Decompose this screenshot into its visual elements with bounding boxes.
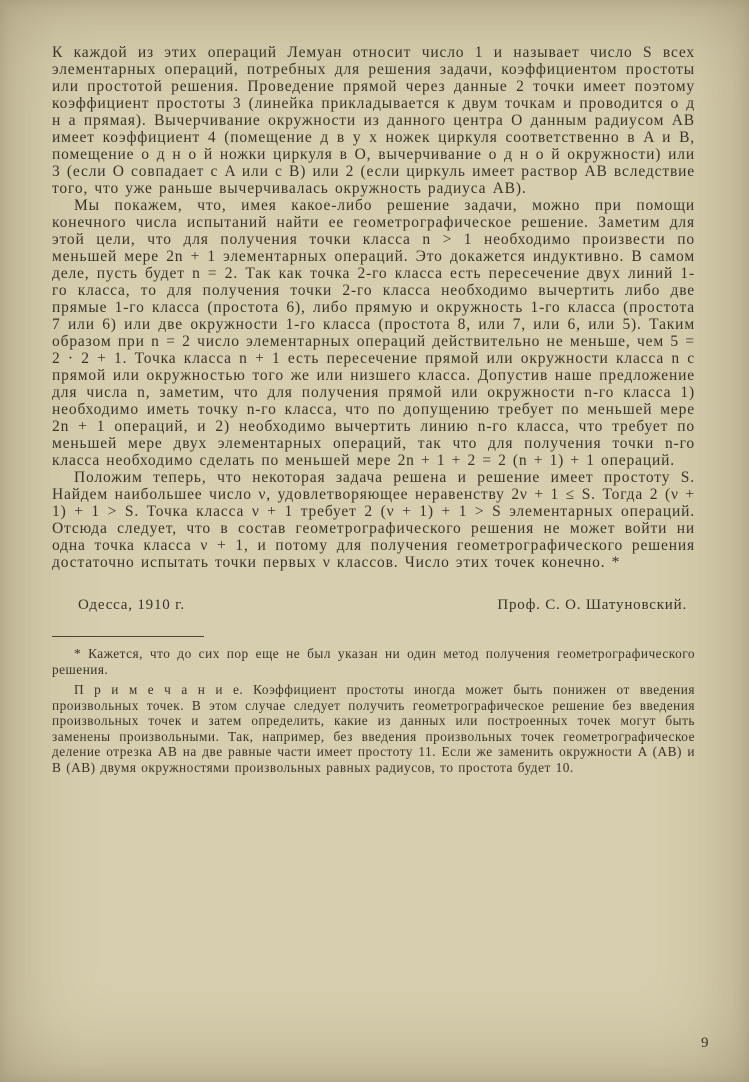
signature-row — [52, 597, 695, 614]
footnote-remark: П р и м е ч а н и е. Коэффициент простоты иногда может быть понижен от введения произвольных точек. В этом случае следует получить геометрографическое решение без введения произвольных точек и затем определить, какие из данных или построенных точек могут быть заменены произвольными. Так, например, без введения произвольных точек геометрографическое деление отрезка AB на две равные части имеет простоту 11. Если же заменить окружности A (AB) и B (AB) двумя окружностями произвольных равных радиусов, то простота будет 10. — [52, 682, 695, 775]
footnote-asterisk: * Кажется, что до сих пор еще не был указан ни один метод получения геометрографического решения. — [52, 646, 695, 677]
page-body — [52, 44, 695, 780]
page-number: 9 — [701, 1035, 709, 1051]
paragraph-conclusion: Положим теперь, что некоторая задача решена и решение имеет простоту S. Найдем наибольшее число ν, удовлетворяющее неравенству 2ν + 1 ≤ S. Тогда 2 (ν + 1) + 1 > S. Точка класса ν + 1 требует 2 (ν + 1) + 1 > S элементарных операций. Отсюда следует, что в состав геометрографического решения не может войти ни одна точка класса ν + 1, и потому для получения геометрографического решения достаточно испытать точки первых ν классов. Число этих точек конечно. * — [52, 469, 695, 571]
place-date: Одесса, 1910 г. — [78, 597, 185, 613]
author-signature: Проф. С. О. Шатуновский. — [497, 597, 687, 613]
paragraph-induction-proof: Мы покажем, что, имея какое-либо решение задачи, можно при помощи конечного числа испытаний найти ее геометрографическое решение. Заметим для этой цели, что для получения точки класса n > 1 необходимо произвести по меньшей мере 2n + 1 элементарных операций. Это докажется индуктивно. В самом деле, пусть будет n = 2. Так как точка 2-го класса есть пересечение двух линий 1-го класса, то для получения точки 2-го класса необходимо вычертить либо две прямые 1-го класса (простота 6), либо прямую и окружность 1-го класса (простота 7 или 6) или две окружности 1-го класса (простота 8, или 7, или 6, или 5). Таким образом при n = 2 число элементарных операций действительно не меньше, чем 5 = 2 · 2 + 1. Точка класса n + 1 есть пересечение прямой или окружности класса n с прямой или окружностью того же или низшего класса. Допустив наше предложение для числа n, заметим, что для получения прямой или окружности n-го класса 1) необходимо иметь точку n-го класса, что по допущению требует по меньшей мере 2n + 1 операций, и 2) необходимо вычертить линию n-го класса, что требует по меньшей мере двух элементарных операций, так что для получения точки n-го класса необходимо сделать по меньшей мере 2n + 1 + 2 = 2 (n + 1) + 1 операций. — [52, 197, 695, 469]
paragraph-lemoine-simplicity: К каждой из этих операций Лемуан относит число 1 и называет число S всех элементарных операций, потребных для решения задачи, коэффициентом простоты или простотой решения. Проведение прямой через данные 2 точки имеет поэтому коэффициент простоты 3 (линейка прикладывается к двум точкам и проводится о д н а прямая). Вычерчивание окружности из данного центра O данным радиусом AB имеет коэффициент 4 (помещение д в у х ножек циркуля соответственно в A и B, помещение о д н о й ножки циркуля в O, вычерчивание о д н о й окружности) или 3 (если O совпадает с A или с B) или 2 (если циркуль имеет раствор AB вследствие того, что уже раньше вычерчивалась окружность радиуса AB). — [52, 44, 695, 197]
footnotes-section — [52, 646, 695, 775]
footnote-divider — [52, 636, 204, 637]
